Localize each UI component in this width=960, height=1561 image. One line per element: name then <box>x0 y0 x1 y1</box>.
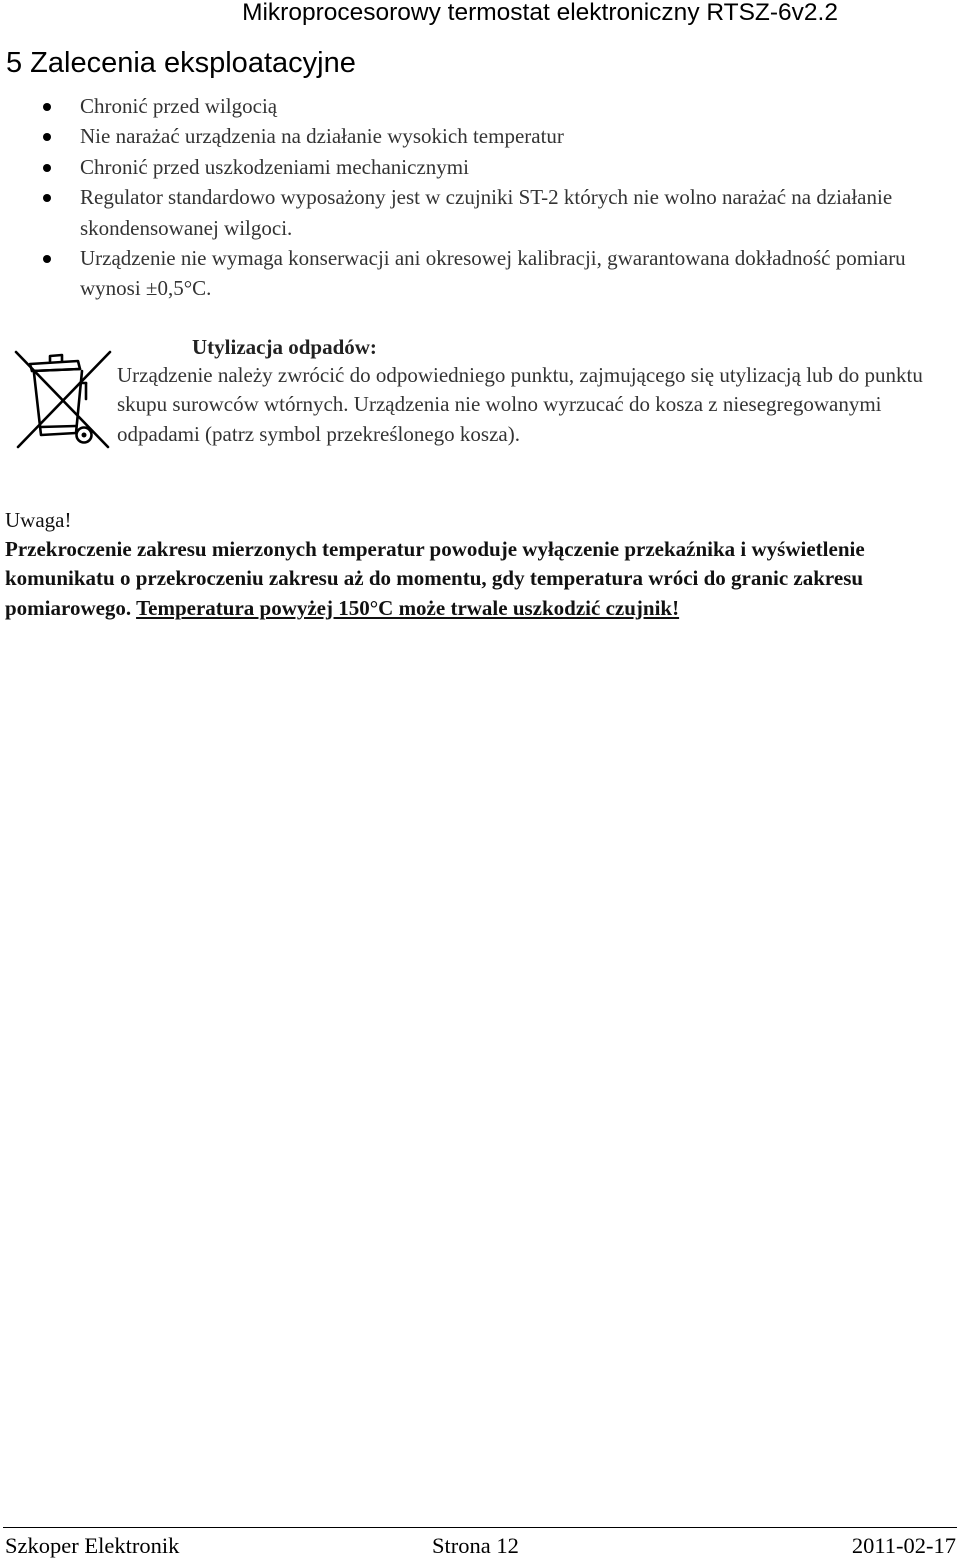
warning-label: Uwaga! <box>5 508 72 532</box>
disposal-text: Urządzenie należy zwrócić do odpowiedniego punktu, zajmującego się utylizacją lub do punktu skupu surowców wtórnych. Urządzenia nie wolno wyrzucać do kosza z niesegregowanymi odpadami (patrz symbol przekreślonego kosza). <box>117 363 923 446</box>
bullet-icon <box>43 103 51 111</box>
footer-page-number: Strona 12 <box>432 1533 519 1558</box>
footer-company: Szkoper Elektronik <box>5 1533 180 1558</box>
list-item <box>0 121 940 151</box>
list-item-text: Urządzenie nie wymaga konserwacji ani okresowej kalibracji, gwarantowana dokładność pomiaru wynosi ±0,5°C. <box>80 246 906 301</box>
warning-emphasis: Temperatura powyżej 150°C może trwale uszkodzić czujnik! <box>136 595 680 620</box>
bullet-icon <box>43 255 51 263</box>
list-item <box>0 152 940 182</box>
warning-block <box>5 506 945 623</box>
bullet-icon <box>43 133 51 141</box>
footer-date: 2011-02-17 <box>851 1533 956 1558</box>
list-item-text: Chronić przed wilgocią <box>80 94 278 118</box>
list-item-text: Nie narażać urządzenia na działanie wysokich temperatur <box>80 124 564 149</box>
crossed-out-wheelie-bin-icon <box>10 349 114 451</box>
recommendations-list <box>0 91 940 304</box>
footer-divider <box>3 1527 957 1528</box>
list-item <box>0 91 940 121</box>
list-item-text: Regulator standardowo wyposażony jest w czujniki ST-2 których nie wolno narażać na działanie skondensowanej wilgoci. <box>80 185 893 240</box>
list-item <box>0 243 940 304</box>
bullet-icon <box>43 164 51 172</box>
list-item <box>0 182 940 243</box>
document-header-title: Mikroprocesorowy termostat elektroniczny RTSZ-6v2.2 <box>242 0 838 26</box>
warning-text: Przekroczenie zakresu mierzonych temperatur powoduje wyłączenie przekaźnika i wyświetlenie komunikatu o przekroczeniu zakresu aż do momentu, gdy temperatura wróci do granic zakresu pomiarowego. <box>5 537 865 620</box>
section-title: 5 Zalecenia eksploatacyjne <box>6 47 356 79</box>
bullet-icon <box>43 194 51 202</box>
disposal-heading: Utylizacja odpadów: <box>192 335 377 359</box>
list-item-text: Chronić przed uszkodzeniami mechanicznymi <box>80 154 469 179</box>
